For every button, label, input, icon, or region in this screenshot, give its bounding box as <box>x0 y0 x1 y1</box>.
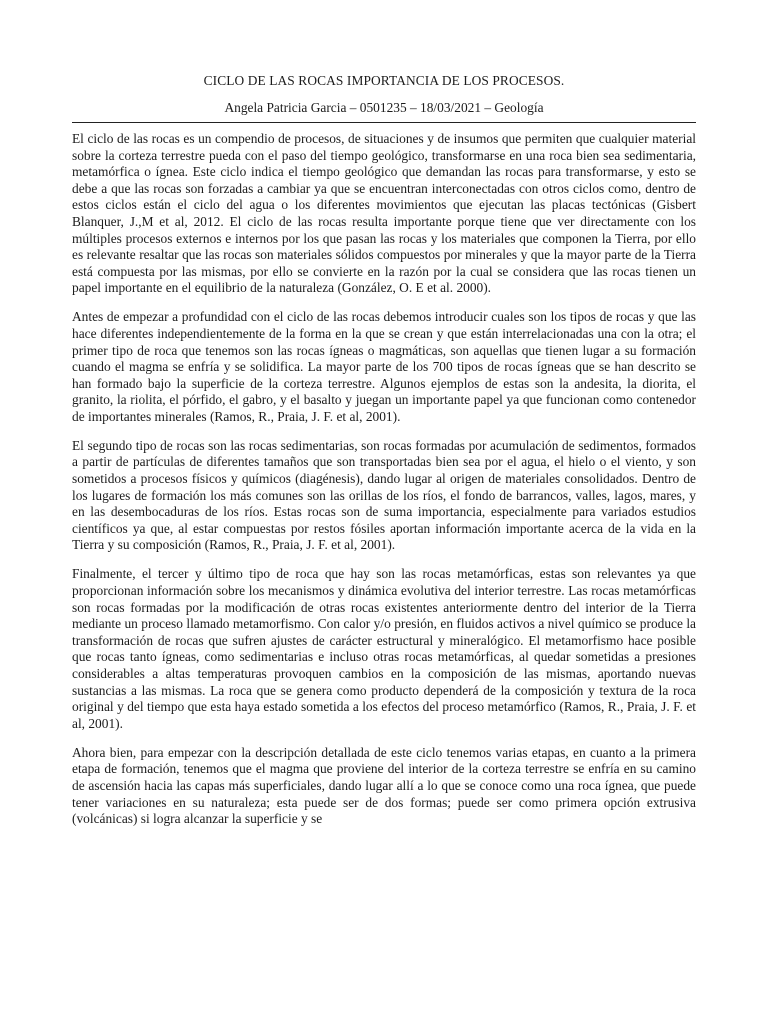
document-body <box>72 131 696 828</box>
paragraph-4: Finalmente, el tercer y último tipo de roca que hay son las rocas metamórficas, estas son relevantes ya que proporcionan información sobre los mecanismos y dinámica evolutiva del interior terrestre. Las rocas metamórficas son rocas formadas por la modificación de otras rocas existentes anteriormente dentro del interior de la Tierra mediante un proceso llamado metamorfismo. Con calor y/o presión, en fluidos activos a nivel químico se produce la transformación de rocas que sufren ajustes de carácter estructural y mineralógico. El metamorfismo hace posible que rocas tanto ígneas, como sedimentarias e incluso otras rocas metamórficas, al quedar sometidas a presiones considerables a altas temperaturas provoquen cambios en la composición de las mismas, aportando nuevas sustancias a las mismas. La roca que se genera como producto dependerá de la composición y textura de la roca original y del tiempo que esta haya estado sometida a los efectos del proceso metamórfico (Ramos, R., Praia, J. F. et al, 2001). <box>72 566 696 731</box>
paragraph-1: El ciclo de las rocas es un compendio de procesos, de situaciones y de insumos que permiten que cualquier material sobre la corteza terrestre pueda con el paso del tiempo geológico, transformarse en una roca bien sea sedimentaria, metamórfica o ígnea. Este ciclo indica el tiempo geológico que demandan las rocas para transformarse, y esto se debe a que las rocas son forzadas a cambiar ya que se encuentran interconectadas con otros ciclos como, dentro de estos ciclos están el ciclo del agua o los diferentes movimientos que ejecutan las placas tectónicas (Gisbert Blanquer, J.,M et al, 2012. El ciclo de las rocas resulta importante porque tiene que ver directamente con los múltiples procesos externos e internos por los que pasan las rocas y los materiales que componen la Tierra, por ello es relevante resaltar que las rocas son materiales sólidos compuestos por minerales y que la mayor parte de la Tierra está compuesta por las mismas, por ello se convierte en la razón por la cual se considera que las rocas tienen un papel importante en el equilibrio de la naturaleza (González, O. E et al. 2000). <box>72 131 696 296</box>
paragraph-3: El segundo tipo de rocas son las rocas sedimentarias, son rocas formadas por acumulación de sedimentos, formados a partir de partículas de diferentes tamaños que son transportadas bien sea por el agua, el hielo o el viento, y son sometidos a procesos físicos y químicos (diagénesis), dando lugar al origen de materiales consolidados. Dentro de los lugares de formación los más comunes son las orillas de los ríos, el fondo de barrancos, valles, lagos, mares, y en las desembocaduras de los ríos. Estas rocas son de suma importancia, especialmente para variados estudios científicos ya que, al estar compuestas por restos fósiles aportan información importante acerca de la vida en la Tierra y su composición (Ramos, R., Praia, J. F. et al, 2001). <box>72 437 696 553</box>
document-byline: Angela Patricia Garcia – 0501235 – 18/03/2021 – Geología <box>72 99 696 123</box>
paragraph-2: Antes de empezar a profundidad con el ciclo de las rocas debemos introducir cuales son los tipos de rocas y que las hace diferentes independientemente de la forma en la que se crean y que están interrelacionadas una con la otra; el primer tipo de roca que tenemos son las rocas ígneas o magmáticas, son aquellas que tienen lugar a su formación cuando el magma se enfría y se solidifica. La mayor parte de los 700 tipos de rocas ígneas que se han descrito se han formado bajo la superficie de la corteza terrestre. Algunos ejemplos de estas son la andesita, la diorita, el granito, la riolita, el pórfido, el gabro, y el basalto y juegan un importante papel ya que funcionan como contenedor de importantes minerales (Ramos, R., Praia, J. F. et al, 2001). <box>72 309 696 424</box>
document-page <box>72 0 696 1024</box>
paragraph-5: Ahora bien, para empezar con la descripción detallada de este ciclo tenemos varias etapas, en cuanto a la primera etapa de formación, tenemos que el magma que proviene del interior de la corteza terrestre se enfría en su camino de ascensión hacia las capas más superficiales, dando lugar allí a lo que se conoce como una roca ígnea, que puede tener variaciones en su naturaleza; esta puede ser de dos formas; puede ser como primera opción extrusiva (volcánicas) si logra alcanzar la superficie y se <box>72 744 696 827</box>
document-title: CICLO DE LAS ROCAS IMPORTANCIA DE LOS PROCESOS. <box>203 73 565 88</box>
